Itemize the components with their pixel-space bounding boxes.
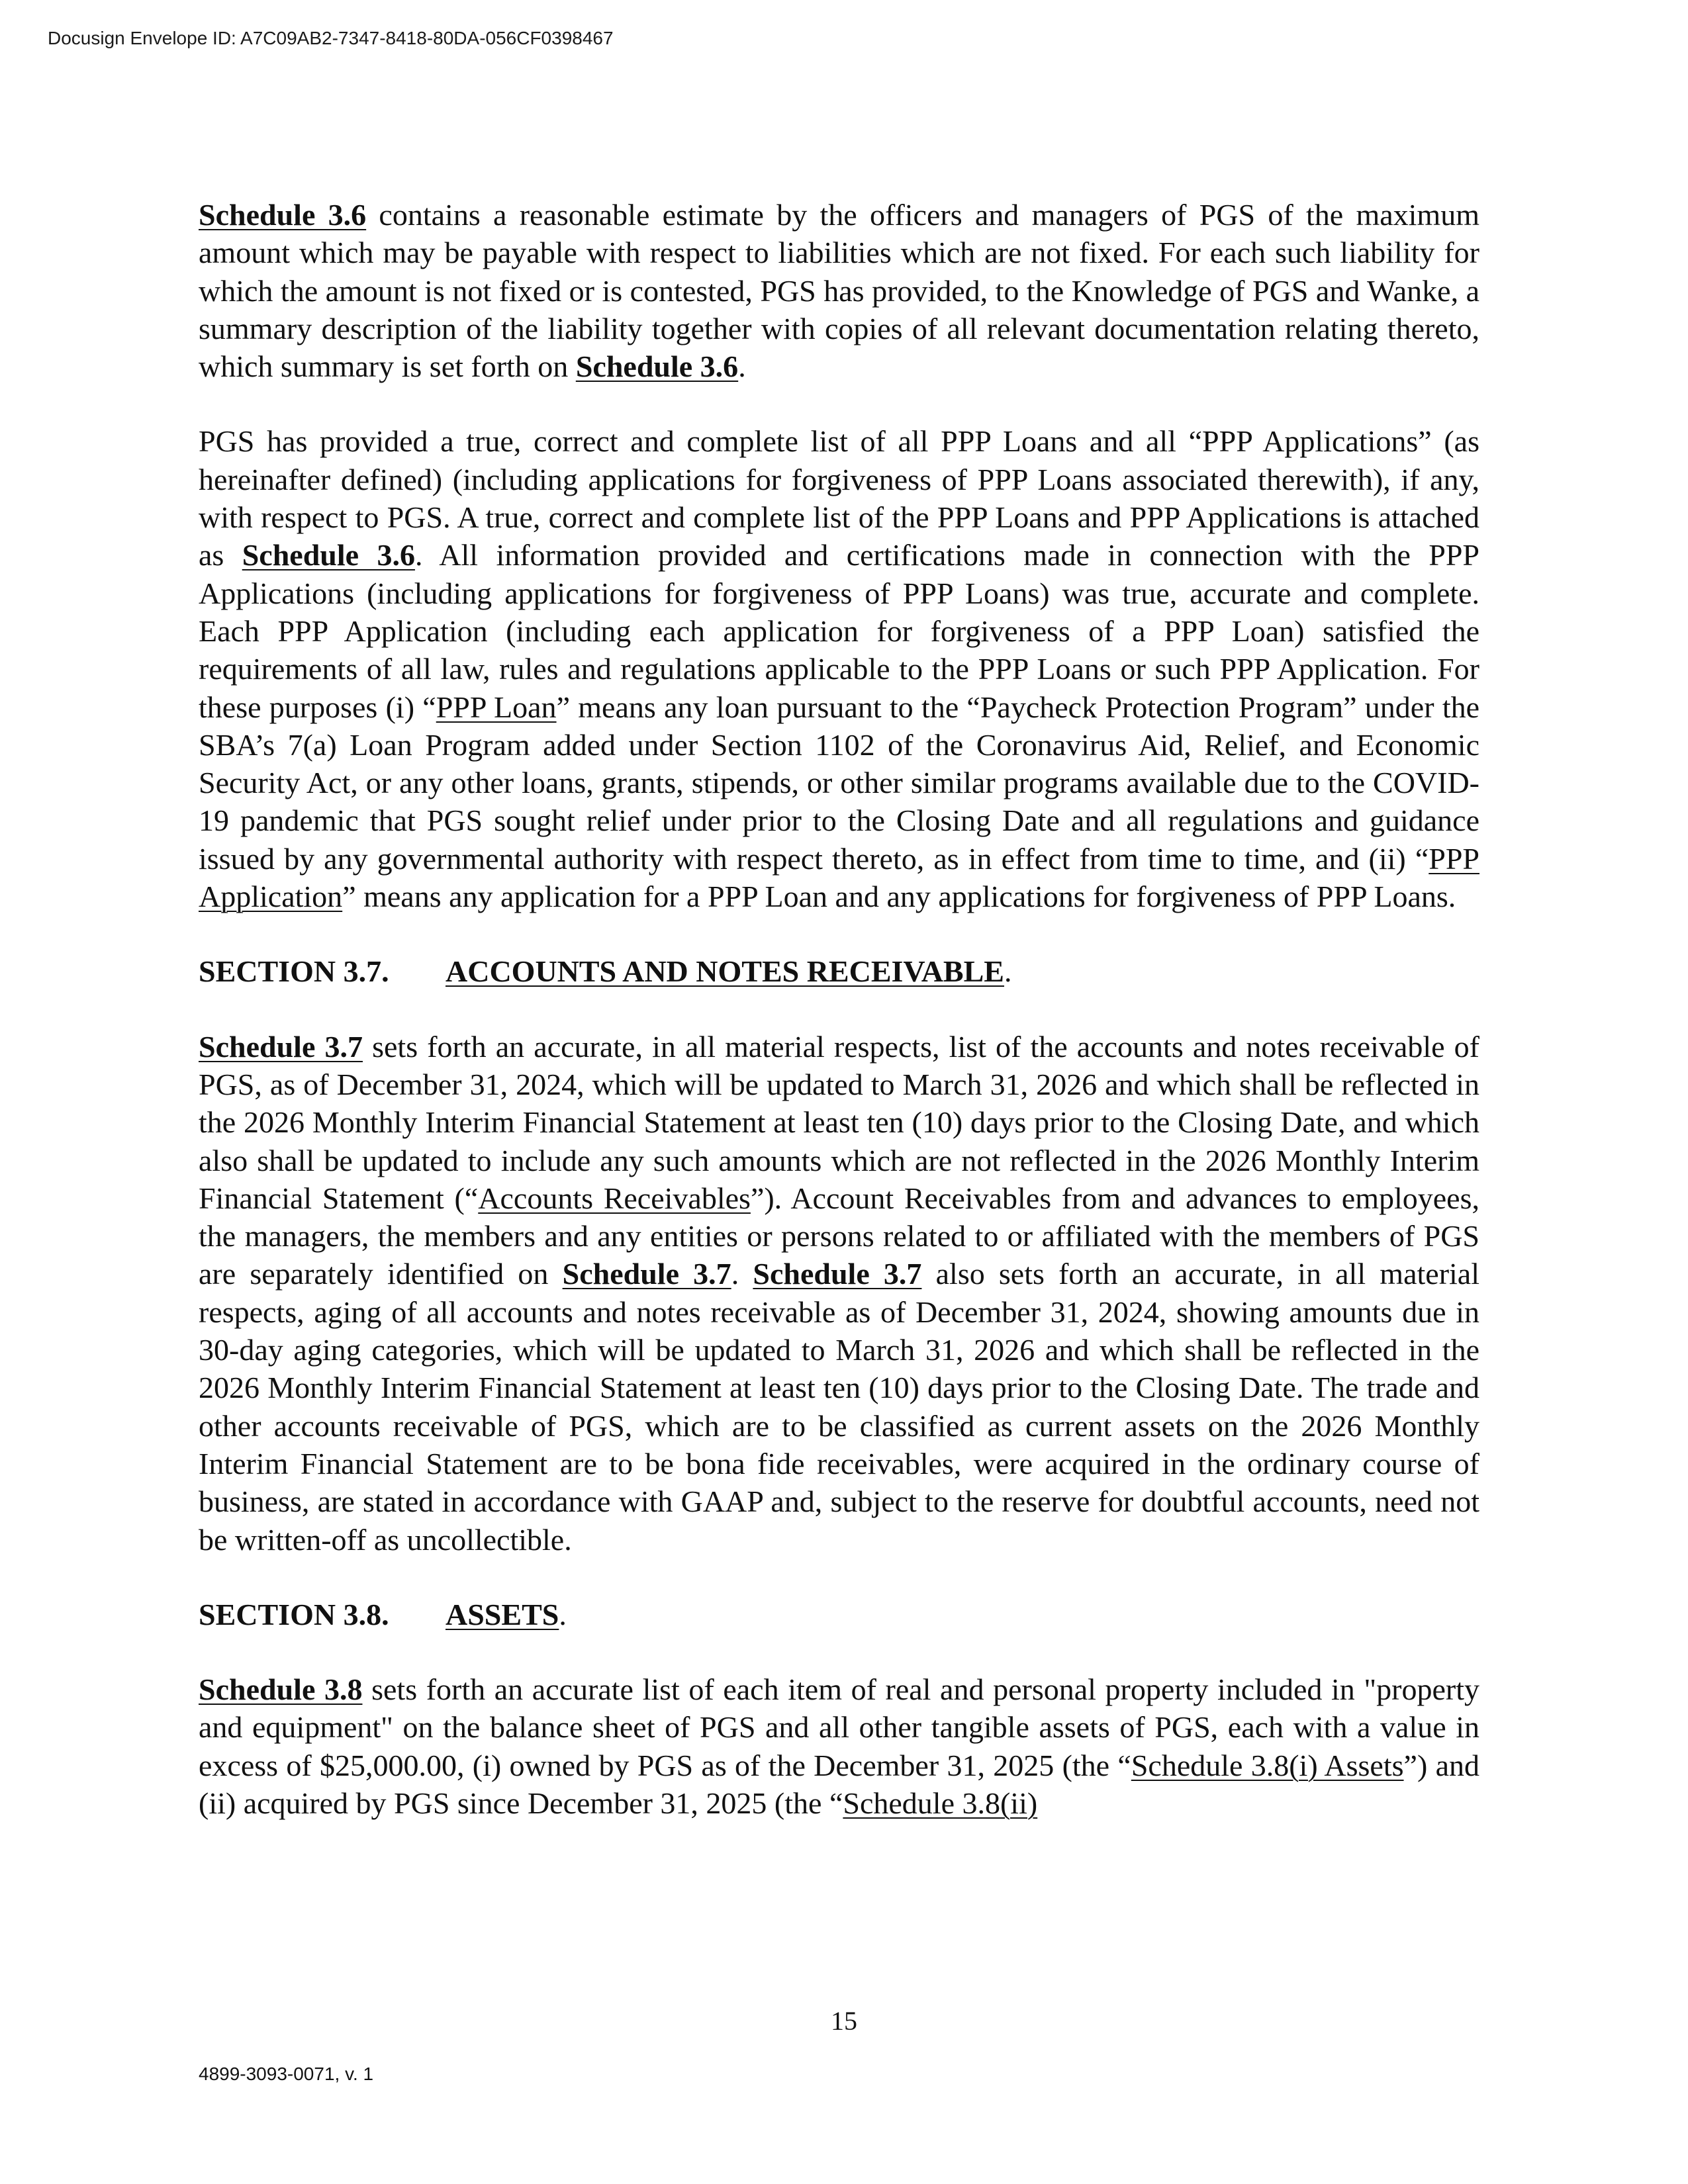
paragraph-schedule-3-6 (199, 196, 1479, 385)
section-heading-3-8 (199, 1596, 1479, 1633)
paragraph-ppp-loans (199, 422, 1479, 915)
schedule-reference: Schedule 3.6 (575, 349, 739, 384)
schedule-reference: Schedule 3.7 (199, 1029, 363, 1064)
paragraph-text: sets forth an accurate list of each item of real and personal property included in "property and equipment" on the balance sheet of PGS and all other tangible assets of PGS, each with a value in excess of $25,000.00, (i) owned by PGS as of the December 31, 2025 (the “ (199, 1672, 1479, 1782)
schedule-reference: Schedule 3.6 (242, 538, 415, 572)
defined-term: PPP Application (199, 841, 1479, 914)
defined-term: Schedule 3.8(ii) (843, 1786, 1038, 1820)
schedule-reference: Schedule 3.7 (562, 1257, 731, 1291)
paragraph-text: ”) and (ii) acquired by PGS since December 31, 2025 (the “ (199, 1748, 1480, 1820)
docusign-envelope-id: Docusign Envelope ID: A7C09AB2-7347-8418-80DA-056CF0398467 (48, 28, 614, 48)
paragraph-text: ”). Account Receivables from and advances to employees, the managers, the members and any entities or persons related to or affiliated with the members of PGS are separately identified on (199, 1181, 1479, 1291)
schedule-reference: Schedule 3.6 (199, 198, 367, 232)
defined-term: Schedule 3.8(i) Assets (1131, 1748, 1404, 1782)
paragraph-text: contains a reasonable estimate by the officers and managers of PGS of the maximum amount which may be payable with respect to liabilities which are not fixed. For each such liability for which the amount is not fixed or is contested, PGS has provided, to the Knowledge of PGS and Wanke, a summary description of the liability together with copies of all relevant documentation relating thereto, which summary is set forth on (199, 198, 1479, 384)
schedule-reference: Schedule 3.7 (753, 1257, 922, 1291)
document-id: 4899-3093-0071, v. 1 (199, 2064, 374, 2084)
paragraph-text: ” means any application for a PPP Loan and any applications for forgiveness of PPP Loans. (342, 880, 1456, 914)
paragraph-text: . (731, 1257, 753, 1291)
paragraph-text: also sets forth an accurate, in all material respects, aging of all accounts and notes receivable as of December 31, 2024, showing amounts due in 30-day aging categories, which will be updated to March 31, 2026 and which shall be reflected in the 2026 Monthly Interim Financial Statement at least ten (10) days prior to the Closing Date. The trade and other accounts receivable of PGS, which are to be classified as current assets on the 2026 Monthly Interim Financial Statement are to be bona fide receivables, were acquired in the ordinary course of business, are stated in accordance with GAAP and, subject to the reserve for doubtful accounts, need not be written-off as uncollectible. (199, 1257, 1479, 1557)
paragraph-text: . All information provided and certifications made in connection with the PPP Applications (including applications for forgiveness of PPP Loans) was true, accurate and complete. Each PPP Application (including each application for forgiveness of a PPP Loan) satisfied the requirements of all law, rules and regulations applicable to the PPP Loans or such PPP Application. For these purposes (i) “ (199, 538, 1479, 724)
defined-term: PPP Loan (436, 690, 557, 724)
paragraph-text: PGS has provided a true, correct and complete list of all PPP Loans and all “PPP Applications” (as hereinafter defined) (including applications for forgiveness of PPP Loans associated therewith), if any, with respect to PGS. A true, correct and complete list of the PPP Loans and PPP Applications is attached as (199, 424, 1479, 572)
paragraph-text: sets forth an accurate, in all material respects, list of the accounts and notes receivable of PGS, as of December 31, 2024, which will be updated to March 31, 2026 and which shall be reflected in the 2026 Monthly Interim Financial Statement at least ten (10) days prior to the Closing Date, and which also shall be updated to include any such amounts which are not reflected in the 2026 Monthly Interim Financial Statement (“ (199, 1029, 1479, 1215)
schedule-reference: Schedule 3.8 (199, 1672, 363, 1707)
paragraph-accounts-receivable (199, 1028, 1479, 1559)
section-heading-3-7 (199, 952, 1479, 990)
defined-term: Accounts Receivables (478, 1181, 751, 1215)
paragraph-text: . (738, 349, 746, 384)
page-number: 15 (831, 2006, 857, 2036)
paragraph-assets (199, 1670, 1479, 1822)
section-title: ACCOUNTS AND NOTES RECEIVABLE (445, 954, 1004, 989)
section-title-period: . (1004, 954, 1012, 989)
document-body (199, 196, 1479, 1822)
section-title: ASSETS (445, 1597, 559, 1631)
paragraph-text: ” means any loan pursuant to the “Paycheck Protection Program” under the SBA’s 7(a) Loan Program added under Section 1102 of the Coronavirus Aid, Relief, and Economic Security Act, or any other loans, grants, stipends, or other similar programs available due to the COVID-19 pandemic that PGS sought relief under prior to the Closing Date and all regulations and guidance issued by any governmental authority with respect thereto, as in effect from time to time, and (ii) “ (199, 690, 1480, 876)
section-number: SECTION 3.7. (199, 954, 389, 989)
section-number: SECTION 3.8. (199, 1597, 389, 1631)
section-title-period: . (559, 1597, 567, 1631)
